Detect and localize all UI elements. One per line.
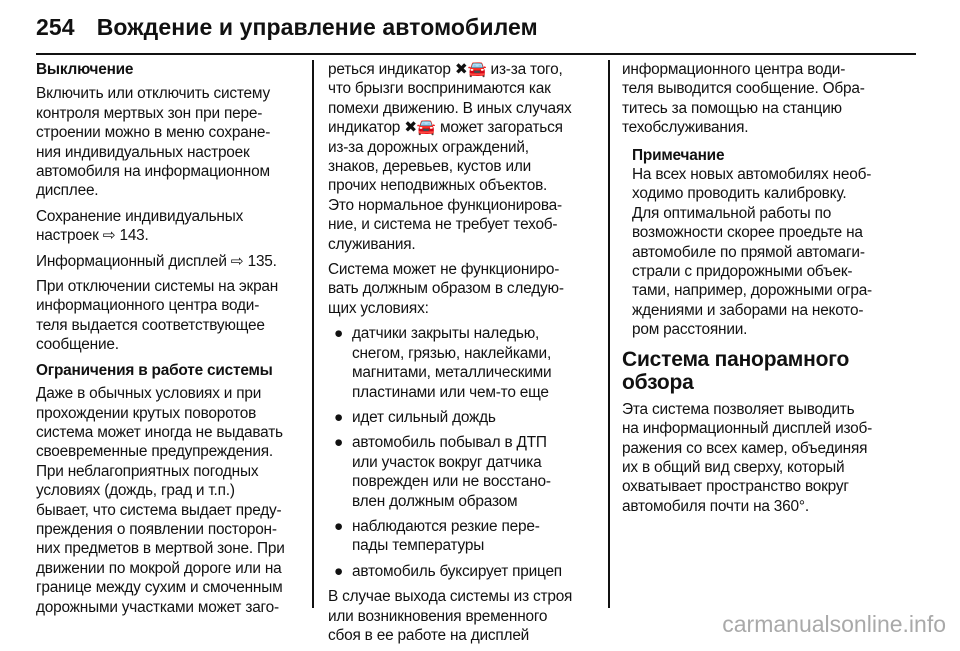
list-item: ● наблюдаются резкие пере- пады температуры [334, 517, 540, 555]
paragraph: Даже в обычных условиях и при прохождении крутых поворотов система может иногда не выдавать своевременные предупреждения. При неблагоприятных погодных условиях (дождь, град и т.п.) бывает, что система выдает преду- преждения о появлении посторон- них предметов в мертвой зоне. При движении по мокрой дороге или на границе между сухим и смоченным дорожными участками может заго- [36, 385, 285, 616]
bullet-icon: ● [334, 325, 344, 343]
header-rule [36, 53, 916, 55]
list-item: ● автомобиль буксирует прицеп [334, 562, 562, 580]
bullet-icon: ● [334, 434, 344, 452]
paragraph: При отключении системы на экран информационного центра води- теля выдается соответствующее сообщение. [36, 278, 279, 354]
page-header [36, 14, 916, 41]
column-2 [328, 60, 596, 651]
paragraph: реться индикатор ✖🚘 из-за того, что брызги воспринимаются как помехи движению. В иных случаях индикатор ✖🚘 может загораться из-за дорожных ограждений, знаков, деревьев, кустов или прочих неподвижных объектов. Это нормальное функционирова- ние, и система не требует техоб- служивания. [328, 61, 572, 253]
chapter-title: Вождение и управление автомобилем [96, 14, 538, 40]
section-heading-panoramic: Система панорамного обзора [622, 347, 850, 394]
watermark: carmanualsonline.info [722, 611, 946, 637]
list-item: ● автомобиль побывал в ДТП или участок вокруг датчика поврежден или не восстано- влен должным образом [334, 434, 551, 510]
column-divider [608, 60, 610, 608]
cross-reference: Сохранение индивидуальных настроек ⇨ 143. [36, 207, 244, 245]
paragraph: Включить или отключить систему контроля мертвых зон при пере- строении можно в меню сохране- ния индивидуальных настроек автомобиля на информационном дисплее. [36, 85, 271, 200]
note-title: Примечание [632, 146, 725, 164]
list-item: ● датчики закрыты наледью, снегом, грязью, наклейками, магнитами, металлическими пластинами или чем-то еще [334, 325, 552, 401]
bullet-icon: ● [334, 408, 344, 426]
bullet-icon: ● [334, 517, 344, 535]
paragraph: информационного центра води- теля выводится сообщение. Обра- титесь за помощью на станцию техобслуживания. [622, 61, 865, 137]
column-1 [36, 60, 306, 623]
note-box [622, 146, 892, 340]
cross-reference: Информационный дисплей ⇨ 135. [36, 252, 277, 270]
conditions-list [328, 324, 596, 581]
page-number: 254 [36, 14, 75, 40]
note-text: На всех новых автомобилях необ- ходимо проводить калибровку. Для оптимальной работы по возможности скорее проедьте на автомобиле по прямой автомаги- страли с придорожными объек- тами, например, дорожными огра- ждениями и заборами на некото- ром расстоянии. [632, 166, 872, 339]
paragraph: Эта система позволяет выводить на информационный дисплей изоб- ражения со всех камер, объединяя их в общий вид сверху, который охватывает пространство вокруг автомобиля почти на 360°. [622, 400, 873, 515]
paragraph: Система может не функциониро- вать должным образом в следую- щих условиях: [328, 261, 564, 317]
section-heading-off: Выключение [36, 61, 134, 78]
bullet-icon: ● [334, 562, 344, 580]
column-3 [622, 60, 892, 522]
section-heading-limitations: Ограничения в работе системы [36, 361, 273, 379]
paragraph: В случае выхода системы из строя или возникновения временного сбоя в ее работе на дисплей [328, 588, 573, 644]
column-divider [312, 60, 314, 608]
list-item: ● идет сильный дождь [334, 408, 496, 426]
